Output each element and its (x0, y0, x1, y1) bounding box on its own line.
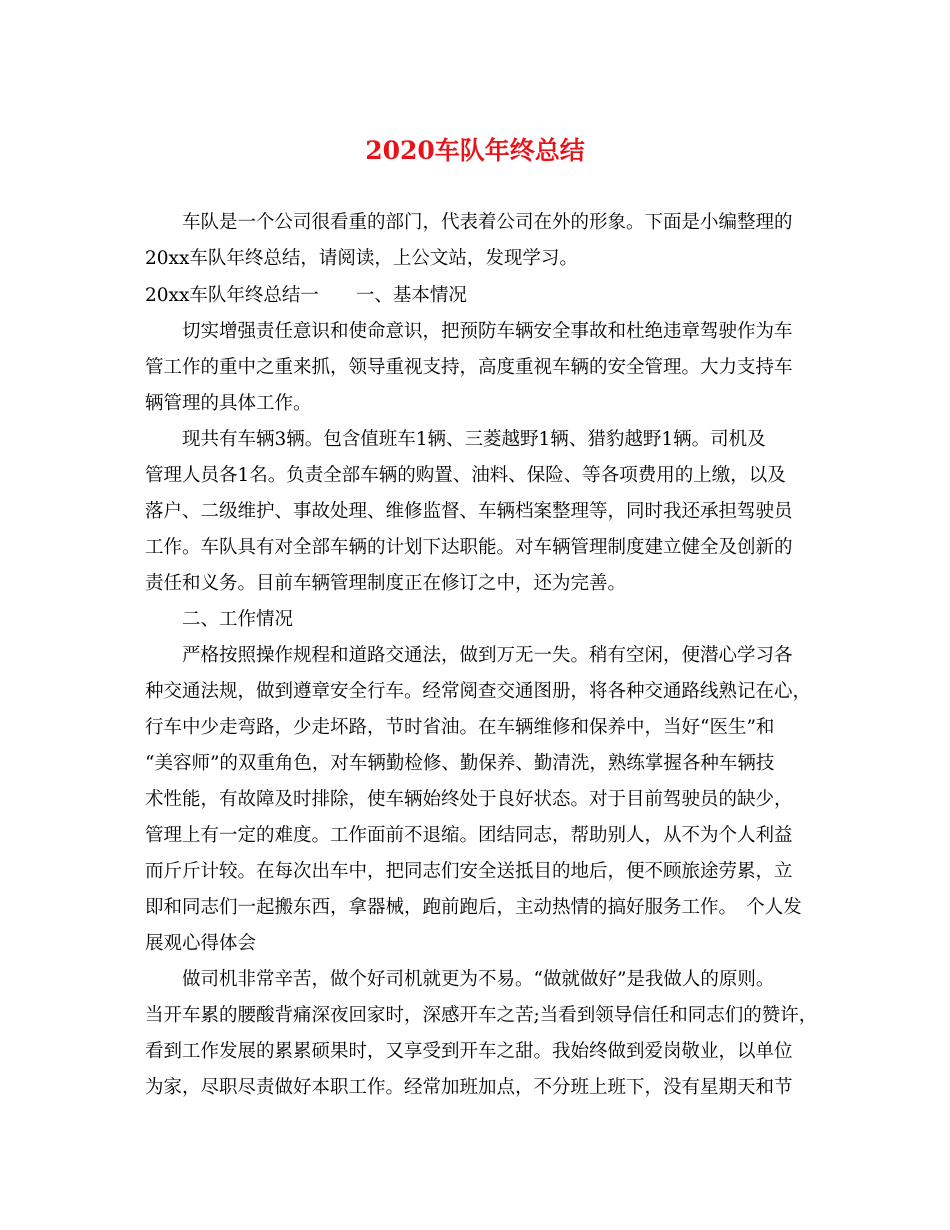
body-line: 切实增强责任意识和使命意识，把预防车辆安全事故和杜绝违章驾驶作为车 (182, 321, 793, 342)
body-line: 20xx车队年终总结一 一、基本情况 (145, 285, 467, 306)
body-line: 当开车累的腰酸背痛深夜回家时，深感开车之苦;当看到领导信任和同志们的赞许， (145, 1005, 818, 1026)
body-line: 为家，尽职尽责做好本职工作。经常加班加点，不分班上班下，没有星期天和节 (145, 1077, 793, 1098)
body-line: 现共有车辆3辆。包含值班车1辆、三菱越野1辆、猎豹越野1辆。司机及 (182, 429, 766, 450)
document-title: 2020车队年终总结 (365, 136, 585, 165)
body-line: 严格按照操作规程和道路交通法，做到万无一失。稍有空闲，便潜心学习各 (182, 645, 793, 666)
body-line: 责任和义务。目前车辆管理制度正在修订之中，还为完善。 (145, 573, 627, 594)
body-line: 看到工作发展的累累硕果时，又享受到开车之甜。我始终做到爱岗敬业，以单位 (145, 1041, 793, 1062)
body-line: 落户、二级维护、事故处理、维修监督、车辆档案整理等，同时我还承担驾驶员 (145, 501, 793, 522)
body-line: 做司机非常辛苦，做个好司机就更为不易。“做就做好”是我做人的原则。 (182, 969, 775, 990)
body-line: 行车中少走弯路，少走坏路，节时省油。在车辆维修和保养中，当好“医生”和 (145, 717, 775, 738)
body-line: 术性能，有故障及时排除，使车辆始终处于良好状态。对于目前驾驶员的缺少， (145, 789, 793, 810)
body-line: 车队是一个公司很看重的部门，代表着公司在外的形象。下面是小编整理的 (182, 212, 793, 233)
body-line: 即和同志们一起搬东西，拿器械，跑前跑后，主动热情的搞好服务工作。 个人发 (145, 897, 802, 918)
body-line: 种交通法规，做到遵章安全行车。经常阅查交通图册，将各种交通路线熟记在心， (145, 681, 812, 702)
body-line: 而斤斤计较。在每次出车中，把同志们安全送抵目的地后，便不顾旅途劳累，立 (145, 861, 793, 882)
body-line: “美容师”的双重角色，对车辆勤检修、勤保养、勤清洗，熟练掌握各种车辆技 (145, 753, 775, 774)
body-line: 管工作的重中之重来抓，领导重视支持，高度重视车辆的安全管理。大力支持车 (145, 357, 793, 378)
body-line: 工作。车队具有对全部车辆的计划下达职能。对车辆管理制度建立健全及创新的 (145, 537, 793, 558)
body-line: 管理人员各1名。负责全部车辆的购置、油料、保险、等各项费用的上缴，以及 (145, 465, 786, 486)
body-line: 管理上有一定的难度。工作面前不退缩。团结同志，帮助别人，从不为个人利益 (145, 825, 793, 846)
body-line: 展观心得体会 (145, 933, 257, 954)
section-heading: 二、工作情况 (182, 609, 294, 630)
body-line: 20xx车队年终总结，请阅读，上公文站，发现学习。 (145, 248, 578, 269)
body-line: 辆管理的具体工作。 (145, 393, 312, 414)
